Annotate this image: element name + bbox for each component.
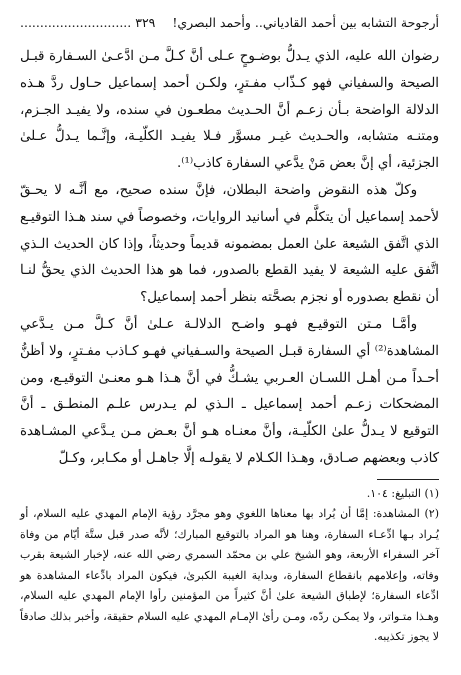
paragraph-3: وأمَّـا مـتن التوقيـع فهـو واضـح الدلالـة عـلىٰ أنَّ كـلَّ مـن يـدَّعي المشاهدة⁽²⁾ أي السفارة قبـل الصيحة والسـفياني فهـو كـاذب مفـترٍ، ولا أظنُّ أحـداً مـن أهـل اللسـان العـربي يشـكُّ في أنَّ هـذا هـو معنـىٰ التوقيـع، ومن المضحكات زعـم أحمد إسماعيل ـ الـذي لم يـدرس علـم المنطـق ـ أنَّ التوقيع لا يـدلُّ علىٰ الكلّيـة، وأنَّ معنـاه هـو أنَّ بعـض مـن يـدَّعي المشـاهدة كاذب وبعضهم صـادق، وهـذا الكـلام لا يقولـه إلَّا جاهـل أو مكـابر، وكـلّ	[20, 316, 439, 466]
footnotes	[20, 484, 439, 648]
header-dots: ............................	[20, 15, 132, 30]
paragraph-1: رضوان الله عليه، الذي يـدلُّ بوضـوحٍ عـلى أنَّ كـلَّ مـن ادَّعـىٰ السـفارة قبـل الصيحة والسفياني فهو كـذّاب مفـترٍ، ولكـن أحمد إسماعيل حـاول ردَّ هـذه الدلالة الواضحة بـأن زعـم أنَّ الحـديث مطعـون في سنده، ولا يفيـد الجـزم، ومتنـه متشابه، والحـديث غيـر مسوَّر فـلا يفيـد الكلّيـة، وإنَّـما يـدلُّ عـلىٰ الجزئية، أي إنَّ بعض مَنْ يدَّعي السفارة كاذب⁽¹⁾.	[20, 49, 439, 172]
page-number-line	[20, 14, 155, 32]
footnote-1: (١) التبليغ: ١٠٤.	[366, 486, 439, 500]
footnote-2: (٢) المشاهدة: إمَّا أن يُراد بها معناها اللغوي وهو مجرَّد رؤية الإمام المهدي عليه السلام، أو يُـراد بـها ادِّعـاء السفارة، وهنا هو المراد بالتوقيع المبارك؛ لأنَّه صدر قبل ستَّة أيّام من وفاة آخر السفراء الأربعة، وهو الشيخ علي بن محمّد السمري رضي الله عنه، لإخبار الشيعة بقرب وفاته، وإعلامهم بانقطاع السفارة، وبداية الغيبة الكبرىٰ، فيكون المراد بادِّعاء المشاهدة هو ادِّعاء السفارة؛ لإطباق الشيعة علىٰ أنَّ كثيراً من المؤمنين رأوا الإمام المهدي عليه السلام، وهـذا متـواتر، ولا يمكـن ردّه، ومـن رأىٰ الإمـام المهدي عليه السلام حقيقة، وأخبر بذلك صادقاً لا يجوز تكذيبه.	[20, 507, 439, 644]
running-header	[20, 14, 439, 34]
page-number: ٣٢٩	[135, 15, 156, 30]
header-title: أرجوحة التشابه بين أحمد القادياني.. وأحمد البصري!	[172, 15, 439, 30]
main-text	[20, 44, 439, 473]
footnote-separator	[377, 479, 439, 480]
paragraph-2: وكلّ هذه النقوض واضحة البطلان، فإنَّ سنده صحيح، مع أنَّـه لا يحـقّ لأحمد إسماعيل أن يتكلَّم في أسانيد الروايات، وخصوصاً في سند هـذا التوقيـع الذي اتَّفق الشيعة علىٰ العمل بمضمونه قديماً وحديثاً، وإذا كان الحديث الـذي اتَّفق عليه الشيعة لا يفيد القطع بالصدور، فما هو هذا الحديث الذي يحقُّ لنـا أن نقطع بصدوره أو نجزم بصحَّته بنظر أحمد إسماعيل؟	[20, 182, 439, 306]
